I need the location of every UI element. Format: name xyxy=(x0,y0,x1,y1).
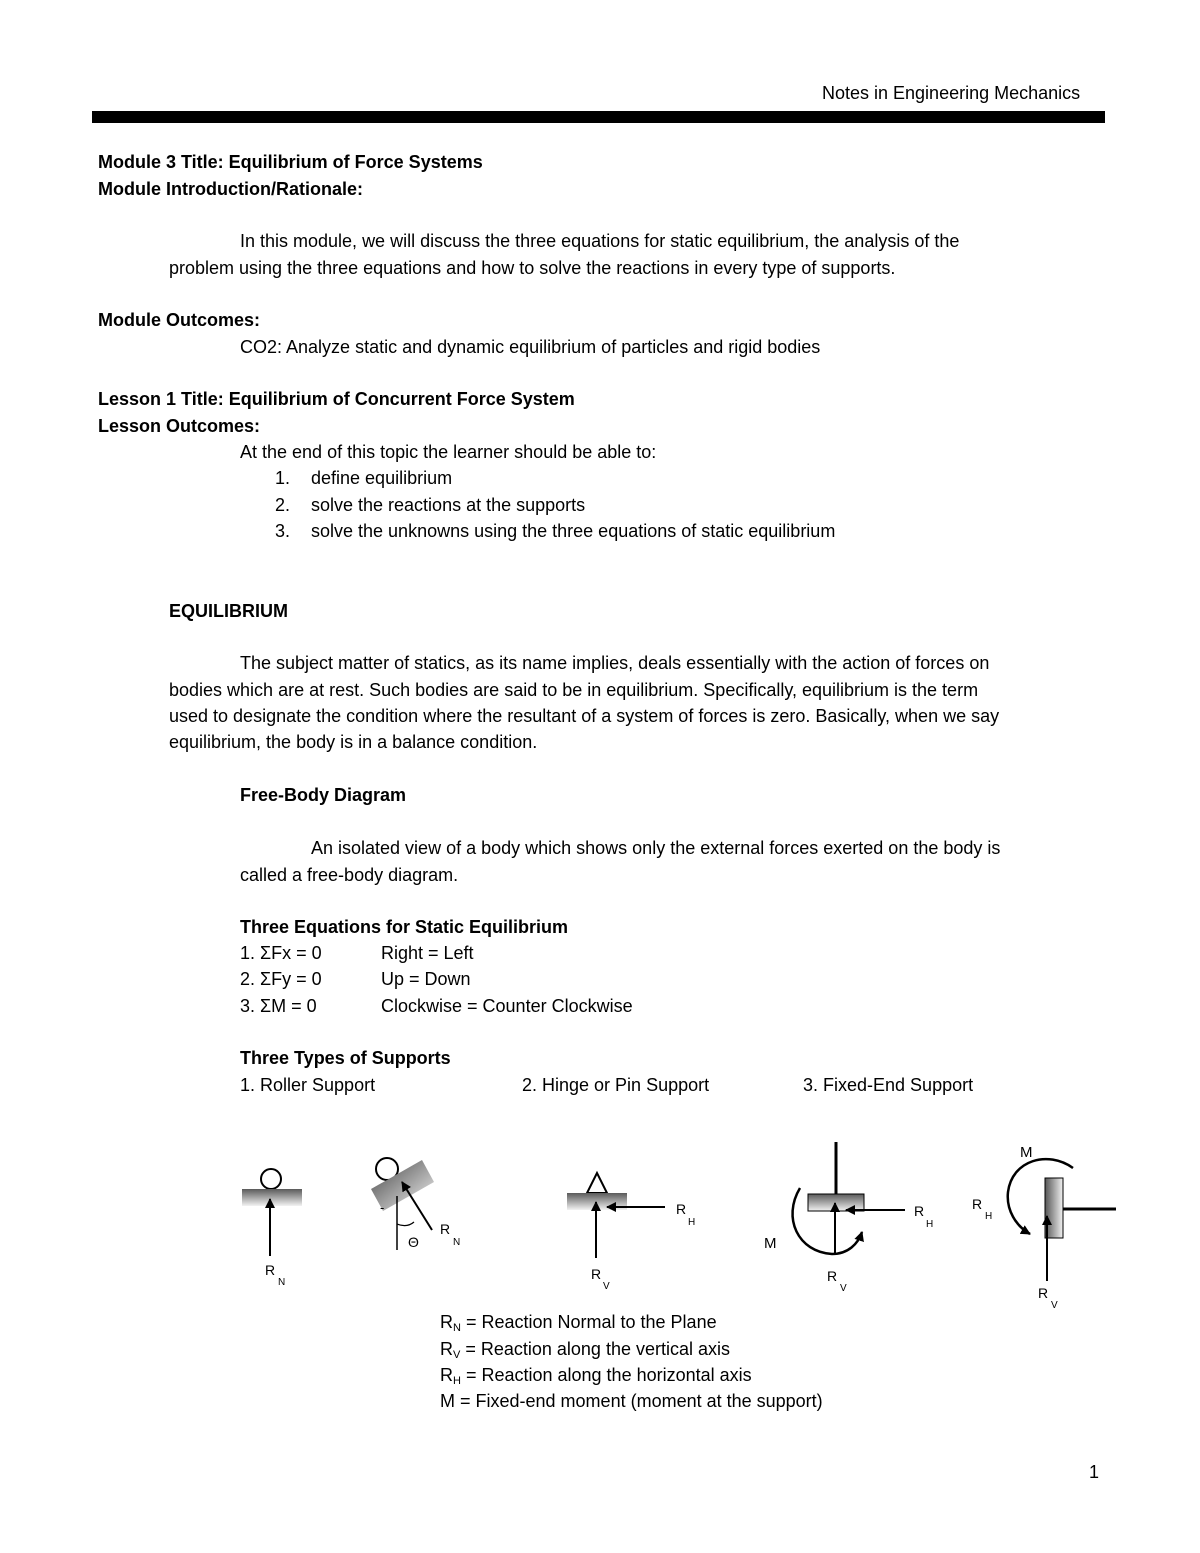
lesson-intro: At the end of this topic the learner should be able to: xyxy=(240,442,657,462)
equilibrium-heading: EQUILIBRIUM xyxy=(169,601,288,621)
fbd-heading: Free-Body Diagram xyxy=(240,785,407,805)
legend-symbol: R xyxy=(440,1339,453,1359)
lesson-item-text: solve the unknowns using the three equations of static equilibrium xyxy=(311,521,836,541)
equation-row xyxy=(240,970,471,988)
module-intro-line-2: problem using the three equations and how to solve the reactions in every type of supports. xyxy=(169,258,896,278)
lesson-item-text: solve the reactions at the supports xyxy=(311,495,586,515)
fbd-line-2: called a free-body diagram. xyxy=(240,865,459,885)
label-sub-h: H xyxy=(926,1219,934,1230)
legend-item xyxy=(440,1366,752,1387)
legend-item xyxy=(440,1313,717,1334)
lesson-title: Lesson 1 Title: Equilibrium of Concurrent Force System xyxy=(98,389,575,409)
legend-subscript: H xyxy=(453,1375,461,1387)
module-outcomes-heading: Module Outcomes: xyxy=(98,310,261,330)
legend-subscript: N xyxy=(453,1322,461,1334)
label-r: R xyxy=(1038,1285,1049,1301)
label-r: R xyxy=(440,1221,451,1237)
label-theta: Θ xyxy=(408,1234,419,1250)
legend-item xyxy=(440,1340,730,1361)
lesson-item-number: 1. xyxy=(275,468,291,488)
equation-label: 1. ΣFx = 0 xyxy=(240,943,322,963)
equation-label: 3. ΣM = 0 xyxy=(240,996,317,1016)
legend-text: = Reaction Normal to the Plane xyxy=(460,1312,717,1332)
equation-label: 2. ΣFy = 0 xyxy=(240,969,322,989)
label-sub-v: V xyxy=(1051,1300,1058,1311)
module-intro-line-1: In this module, we will discuss the three equations for static equilibrium, the analysis of the xyxy=(240,231,960,251)
equations-heading: Three Equations for Static Equilibrium xyxy=(240,917,569,937)
label-r: R xyxy=(591,1266,602,1282)
roller-support-flat xyxy=(242,1169,302,1288)
fbd-line-1: An isolated view of a body which shows only the external forces exerted on the body is xyxy=(311,838,1001,858)
angle-arc xyxy=(397,1222,414,1226)
supports-diagram xyxy=(0,1130,1200,1320)
label-sub-h: H xyxy=(688,1217,696,1228)
support-type-fixed: 3. Fixed-End Support xyxy=(803,1075,974,1095)
label-dash: - xyxy=(380,1200,385,1215)
equation-meaning: Right = Left xyxy=(381,943,474,963)
page-number: 1 xyxy=(1089,1462,1100,1482)
legend-symbol: M xyxy=(440,1391,455,1411)
module-outcome xyxy=(240,338,820,356)
equation-meaning: Clockwise = Counter Clockwise xyxy=(381,996,633,1016)
fixed-support-wall xyxy=(764,1142,933,1294)
outcome-text: Analyze static and dynamic equilibrium of particles and rigid bodies xyxy=(286,337,821,357)
fixed-support-column xyxy=(972,1144,1116,1311)
roller-support-inclined xyxy=(371,1158,460,1250)
legend-text: = Reaction along the horizontal axis xyxy=(460,1365,752,1385)
label-r: R xyxy=(972,1196,983,1212)
label-r: R xyxy=(676,1201,687,1217)
equation-row xyxy=(240,997,633,1015)
label-sub-h: H xyxy=(985,1211,993,1222)
module-intro-heading: Module Introduction/Rationale: xyxy=(98,179,363,199)
header-rule xyxy=(92,111,1105,123)
legend-item xyxy=(440,1392,823,1410)
equation-meaning: Up = Down xyxy=(381,969,471,989)
equilibrium-para-line: bodies which are at rest. Such bodies are said to be in equilibrium. Specifically, equilibrium is the term xyxy=(169,680,979,700)
hinge-support xyxy=(567,1173,695,1292)
lesson-item-number: 3. xyxy=(275,521,291,541)
lesson-item xyxy=(275,496,585,514)
lesson-item xyxy=(275,469,452,487)
equation-row xyxy=(240,944,474,962)
outcome-code: CO2: xyxy=(240,337,283,357)
label-sub-n: N xyxy=(278,1277,286,1288)
label-r: R xyxy=(914,1203,925,1219)
legend-symbol: R xyxy=(440,1312,453,1332)
roller-circle xyxy=(261,1169,281,1189)
module-title: Module 3 Title: Equilibrium of Force Systems xyxy=(98,152,483,172)
label-r: R xyxy=(827,1268,838,1284)
equilibrium-para-line: The subject matter of statics, as its name implies, deals essentially with the action of forces on xyxy=(240,653,990,673)
supports-heading: Three Types of Supports xyxy=(240,1048,451,1068)
lesson-item-number: 2. xyxy=(275,495,291,515)
equilibrium-para-line: used to designate the condition where the resultant of a system of forces is zero. Basically, when we say xyxy=(169,706,1000,726)
support-type-hinge: 2. Hinge or Pin Support xyxy=(522,1075,710,1095)
lesson-item-text: define equilibrium xyxy=(311,468,453,488)
label-sub-v: V xyxy=(840,1283,847,1294)
roller-ground xyxy=(242,1189,302,1206)
legend-symbol: R xyxy=(440,1365,453,1385)
label-sub-n: N xyxy=(453,1237,461,1248)
label-m: M xyxy=(1020,1144,1033,1161)
label-r: R xyxy=(265,1262,276,1278)
lesson-outcomes-heading: Lesson Outcomes: xyxy=(98,416,261,436)
legend-text: = Fixed-end moment (moment at the support) xyxy=(455,1391,823,1411)
running-header: Notes in Engineering Mechanics xyxy=(822,83,1081,103)
lesson-item xyxy=(275,522,835,540)
hinge-triangle xyxy=(587,1173,607,1193)
legend-text: = Reaction along the vertical axis xyxy=(460,1339,730,1359)
label-m: M xyxy=(764,1235,777,1252)
equilibrium-para-line: equilibrium, the body is in a balance condition. xyxy=(169,732,538,752)
label-sub-v: V xyxy=(603,1281,610,1292)
support-type-roller: 1. Roller Support xyxy=(240,1075,376,1095)
legend-subscript: V xyxy=(453,1349,461,1361)
